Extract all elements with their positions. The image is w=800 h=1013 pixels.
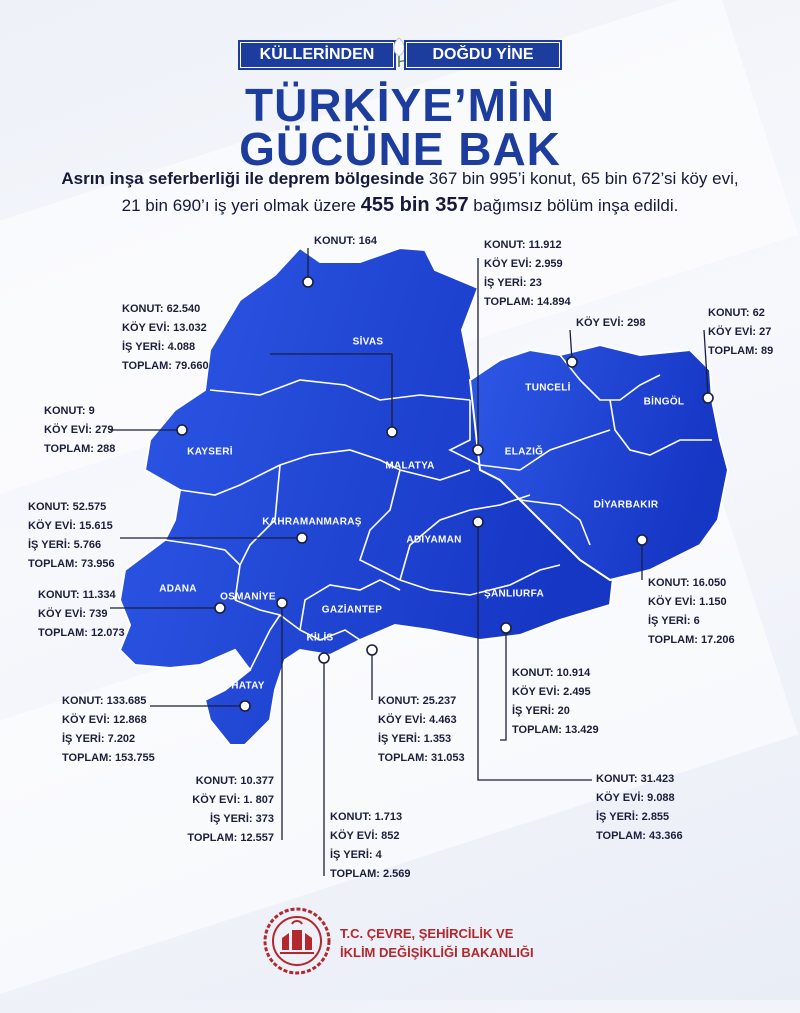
stats-bingol (708, 304, 773, 361)
stat-line: TOPLAM: 79.660 (122, 360, 209, 372)
subtitle-line1-bold: Asrın inşa seferberliği ile deprem bölgesinde (61, 169, 425, 188)
province-name-sivas: SİVAS (352, 336, 384, 348)
stats-tunceli (576, 314, 646, 333)
stats-kahramanmaras (28, 498, 115, 574)
subtitle-line2-end: bağımsız bölüm inşa edildi. (468, 196, 679, 215)
province-name-bingol: BİNGÖL (643, 396, 685, 408)
subtitle-line2-bold: 455 bin 357 (360, 194, 469, 216)
stat-line: İŞ YERİ: 23 (484, 277, 542, 289)
stats-kayseri (44, 402, 115, 459)
stat-line: KÖY EVİ: 4.463 (378, 714, 457, 726)
stats-elazig (484, 236, 571, 312)
marker-sanliurfa (501, 623, 511, 633)
stat-line: TOPLAM: 288 (44, 443, 116, 455)
province-name-tunceli: TUNCELİ (525, 382, 571, 394)
stat-line: KONUT: 11.912 (484, 239, 562, 251)
stat-line: KÖY EVİ: 1. 807 (192, 794, 274, 806)
stat-line: KÖY EVİ: 12.868 (62, 714, 147, 726)
stat-line: TOPLAM: 31.053 (378, 752, 465, 764)
province-name-sanliurfa: ŞANLIURFA (484, 588, 544, 600)
marker-tunceli (567, 357, 577, 367)
stats-adana (38, 586, 125, 643)
ministry-name (340, 924, 534, 962)
marker-gaziantep (367, 645, 377, 655)
marker-diyarbakir (637, 535, 647, 545)
marker-elazig (473, 445, 483, 455)
ministry-footer (262, 906, 562, 986)
stats-osmaniye (156, 772, 274, 848)
province-name-kilis: KİLİS (306, 632, 334, 644)
marker-kayseri (177, 425, 187, 435)
province-name-adiyaman: ADIYAMAN (406, 534, 462, 546)
marker-sivas (303, 277, 313, 287)
province-name-elazig: ELAZIĞ (504, 446, 544, 458)
province-name-kayseri: KAYSERİ (187, 446, 233, 458)
stat-line: KÖY EVİ: 1.150 (648, 596, 727, 608)
stats-kilis (330, 808, 411, 884)
stats-sanliurfa (512, 664, 599, 740)
stat-line: KONUT: 10.914 (512, 667, 591, 679)
stats-adiyaman (596, 770, 683, 846)
subtitle-line2-start: 21 bin 690’ı iş yeri olmak üzere (121, 196, 361, 215)
title-line1: TÜRKİYE’MİN (245, 79, 555, 131)
stats-malatya (122, 300, 209, 376)
stat-line: TOPLAM: 12.073 (38, 627, 125, 639)
stat-line: İŞ YERİ: 7.202 (62, 733, 136, 745)
banner-right: DOĞDU YİNE (404, 40, 562, 70)
stat-line: KÖY EVİ: 298 (576, 317, 646, 329)
stat-line: İŞ YERİ: 373 (210, 813, 274, 825)
stat-line: TOPLAM: 2.569 (330, 868, 411, 880)
province-name-kahramanmaras: KAHRAMANMARAŞ (262, 516, 362, 528)
stat-line: İŞ YERİ: 4.088 (122, 341, 196, 353)
stat-line: İŞ YERİ: 20 (512, 705, 570, 717)
stat-line: TOPLAM: 153.755 (62, 752, 155, 764)
stat-line: KONUT: 10.377 (195, 775, 274, 787)
marker-kahramanmaras (297, 533, 307, 543)
stat-line: KÖY EVİ: 279 (44, 424, 114, 436)
stat-line: TOPLAM: 73.956 (28, 558, 115, 570)
stats-sivas (314, 232, 377, 251)
stat-line: KONUT: 133.685 (62, 695, 147, 707)
marker-bingol (703, 393, 713, 403)
stat-line: İŞ YERİ: 2.855 (596, 811, 670, 823)
stat-line: KONUT: 62 (708, 307, 765, 319)
stat-line: KONUT: 164 (314, 235, 377, 247)
stat-line: KONUT: 52.575 (28, 501, 107, 513)
stats-gaziantep (378, 692, 465, 768)
stat-line: KÖY EVİ: 27 (708, 326, 772, 338)
ministry-emblem-icon (262, 906, 332, 976)
province-name-osmaniye: OSMANİYE (220, 591, 276, 603)
stat-line: İŞ YERİ: 4 (330, 849, 382, 861)
marker-adana (215, 603, 225, 613)
stat-line: KÖY EVİ: 9.088 (596, 792, 675, 804)
stat-line: İŞ YERİ: 6 (648, 615, 700, 627)
ministry-name-line1: T.C. ÇEVRE, ŞEHİRCİLİK VE (340, 926, 514, 941)
stat-line: KONUT: 31.423 (596, 773, 675, 785)
stat-line: KÖY EVİ: 852 (330, 830, 400, 842)
marker-osmaniye (277, 598, 287, 608)
stat-line: TOPLAM: 13.429 (512, 724, 599, 736)
marker-kilis (319, 653, 329, 663)
title-line2: GÜCÜNE BAK (239, 123, 561, 175)
stat-line: KÖY EVİ: 2.959 (484, 258, 563, 270)
stat-line: KÖY EVİ: 2.495 (512, 686, 591, 698)
stats-diyarbakir (648, 574, 735, 650)
subtitle-line1-rest: 367 bin 995’i konut, 65 bin 672’si köy evi, (424, 169, 739, 188)
ministry-name-line2: İKLİM DEĞİŞİKLİĞİ BAKANLIĞI (340, 945, 534, 960)
stat-line: İŞ YERİ: 5.766 (28, 539, 102, 551)
stat-line: KONUT: 9 (44, 405, 95, 417)
province-name-adana: ADANA (159, 583, 197, 595)
banner-left: KÜLLERİNDEN (238, 40, 396, 70)
province-name-malatya: MALATYA (385, 460, 435, 472)
stat-line: KONUT: 25.237 (378, 695, 457, 707)
stat-line: KÖY EVİ: 13.032 (122, 322, 207, 334)
stats-hatay (62, 692, 155, 768)
stat-line: TOPLAM: 89 (708, 345, 774, 357)
stat-line: KONUT: 11.334 (38, 589, 116, 601)
stat-line: TOPLAM: 12.557 (187, 832, 274, 844)
stat-line: KONUT: 62.540 (122, 303, 201, 315)
marker-malatya (387, 427, 397, 437)
stat-line: KÖY EVİ: 15.615 (28, 520, 113, 532)
stat-line: TOPLAM: 17.206 (648, 634, 735, 646)
stat-line: TOPLAM: 43.366 (596, 830, 683, 842)
province-name-gaziantep: GAZİANTEP (321, 604, 383, 616)
stat-line: KÖY EVİ: 739 (38, 608, 108, 620)
stat-line: KONUT: 16.050 (648, 577, 727, 589)
stat-line: TOPLAM: 14.894 (484, 296, 571, 308)
stat-line: İŞ YERİ: 1.353 (378, 733, 452, 745)
marker-hatay (240, 701, 250, 711)
stat-line: KONUT: 1.713 (330, 811, 403, 823)
marker-adiyaman (473, 517, 483, 527)
province-name-diyarbakir: DİYARBAKIR (593, 499, 659, 511)
province-name-hatay: HATAY (231, 680, 265, 692)
